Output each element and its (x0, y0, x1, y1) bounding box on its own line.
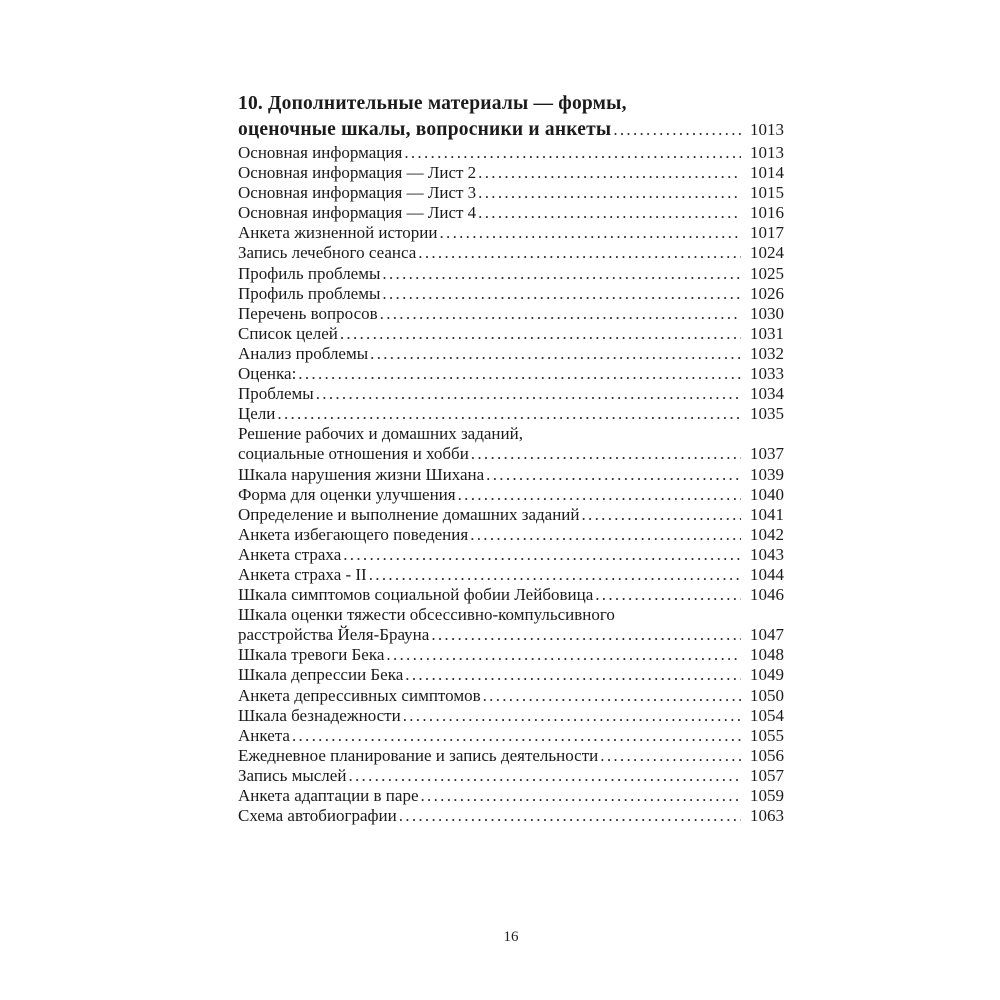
toc-row (238, 766, 784, 786)
toc-entry-page: 1047 (750, 625, 784, 645)
dot-leader (595, 585, 741, 605)
dot-leader (403, 706, 741, 726)
toc-entry-title: Ежедневное планирование и запись деятельности (238, 745, 599, 765)
toc-entry-title: Основная информация — Лист 4 (238, 203, 477, 223)
dot-leader (478, 183, 741, 203)
dot-leader (418, 243, 741, 263)
toc-entry-title: Анкета адаптации в паре (238, 786, 419, 805)
dot-leader (343, 545, 741, 565)
toc-entry-title: Профиль проблемы (238, 263, 381, 283)
dot-leader (478, 163, 741, 183)
toc-entry-page: 1015 (750, 183, 784, 203)
toc-entry-title: Анкета (238, 725, 290, 745)
toc-entry-title: Шкала безнадежности (238, 705, 401, 725)
toc-row (238, 444, 784, 464)
toc-entry-page: 1063 (750, 806, 784, 826)
toc-entry-title: Основная информация (238, 143, 403, 162)
dot-leader (380, 304, 741, 324)
toc-entry-page: 1033 (750, 364, 784, 384)
toc-row (238, 143, 784, 163)
toc-row (238, 203, 784, 223)
toc-entry-page: 1056 (750, 745, 784, 765)
dot-leader (486, 465, 741, 485)
toc-row (238, 505, 784, 525)
toc-entry-page: 1017 (750, 223, 784, 243)
dot-leader (277, 404, 741, 424)
toc-row (238, 384, 784, 404)
dot-leader (369, 565, 741, 585)
dot-leader (478, 203, 741, 223)
toc-row (238, 485, 784, 505)
dot-leader (600, 746, 741, 766)
dot-leader (404, 143, 741, 163)
toc-entry-title: Определение и выполнение домашних заданий (238, 504, 580, 524)
dot-leader (382, 284, 741, 304)
toc-entry-title: Форма для оценки улучшения (238, 484, 456, 504)
toc-row (238, 284, 784, 304)
toc-row (238, 243, 784, 263)
toc-row (238, 304, 784, 324)
dot-leader (292, 726, 741, 746)
toc-row (238, 686, 784, 706)
toc-entry-page: 1026 (750, 283, 784, 303)
toc-row (238, 344, 784, 364)
toc-entry-title: Запись мыслей (238, 765, 347, 785)
toc-entry-title: Цели (238, 404, 276, 424)
toc-row (238, 806, 784, 826)
toc-entry-title: Шкала тревоги Бека (238, 645, 385, 665)
toc-entry-page: 1016 (750, 203, 784, 223)
dot-leader (348, 766, 741, 786)
toc-entry-page: 1039 (750, 464, 784, 484)
toc-entry-title: социальные отношения и хобби (238, 444, 469, 464)
toc-entry-page: 1024 (750, 243, 784, 263)
toc-row (238, 605, 784, 625)
dot-leader (405, 665, 741, 685)
chapter-heading-row (238, 117, 784, 143)
toc-entry-page: 1054 (750, 705, 784, 725)
toc-entry-page: 1059 (750, 786, 784, 805)
toc-entry-page: 1025 (750, 263, 784, 283)
dot-leader (382, 264, 741, 284)
toc-entry-page: 1044 (750, 564, 784, 584)
toc-entry-page: 1041 (750, 504, 784, 524)
toc-row (238, 525, 784, 545)
dot-leader (399, 806, 741, 826)
toc-entry-page: 1043 (750, 544, 784, 564)
chapter-heading-line1: 10. Дополнительные материалы — формы, (238, 93, 627, 114)
toc-entry-page: 1013 (750, 143, 784, 162)
folio-page-number: 16 (503, 929, 519, 945)
toc-entry-title: Шкала нарушения жизни Шихана (238, 464, 485, 484)
dot-leader (431, 625, 741, 645)
dot-leader (421, 786, 742, 806)
dot-leader (613, 117, 741, 143)
toc-row (238, 223, 784, 243)
toc-entry-page: 1049 (750, 665, 784, 685)
toc-row (238, 404, 784, 424)
toc-list (238, 143, 784, 826)
toc-entry-page: 1040 (750, 484, 784, 504)
toc-row (238, 665, 784, 685)
toc-entry-title: Анализ проблемы (238, 343, 369, 363)
toc-entry-title: Схема автобиографии (238, 806, 397, 826)
toc-entry-page: 1013 (750, 120, 784, 139)
dot-leader (470, 525, 741, 545)
toc-row (238, 625, 784, 645)
toc-entry-title: Шкала депрессии Бека (238, 665, 404, 685)
toc-row (238, 183, 784, 203)
dot-leader (439, 223, 741, 243)
toc-entry-title: Шкала симптомов социальной фобии Лейбовица (238, 585, 594, 605)
toc-row (238, 545, 784, 565)
dot-leader (386, 645, 741, 665)
toc-entry-page: 1048 (750, 645, 784, 665)
dot-leader (316, 384, 741, 404)
toc-entry-title: Профиль проблемы (238, 283, 381, 303)
toc-row (238, 645, 784, 665)
toc-entry-page: 1037 (750, 444, 784, 464)
toc-entry-page: 1014 (750, 163, 784, 183)
toc-entry-title: Основная информация — Лист 2 (238, 163, 477, 183)
toc-entry-title: Анкета жизненной истории (238, 223, 438, 243)
dot-leader (582, 505, 742, 525)
toc-row (238, 264, 784, 284)
toc-entry-title: Запись лечебного сеанса (238, 243, 417, 263)
toc-row (238, 565, 784, 585)
toc-entry-title: Список целей (238, 323, 338, 343)
toc-row (238, 746, 784, 766)
toc-entry-title: Анкета избегающего поведения (238, 524, 469, 544)
dot-leader (483, 686, 741, 706)
toc-entry-page: 1032 (750, 343, 784, 363)
toc-entry-title: Анкета депрессивных симптомов (238, 685, 481, 705)
toc-row (238, 324, 784, 344)
toc-row (238, 726, 784, 746)
toc-row (238, 465, 784, 485)
dot-leader (370, 344, 741, 364)
toc-entry-page: 1055 (750, 725, 784, 745)
toc-entry-page: 1031 (750, 323, 784, 343)
toc-entry-title: Анкета страха (238, 544, 342, 564)
dot-leader (298, 364, 741, 384)
toc-entry-page: 1034 (750, 384, 784, 404)
toc-entry-page: 1046 (750, 585, 784, 605)
dot-leader (340, 324, 741, 344)
table-of-contents (238, 91, 784, 826)
toc-row (238, 786, 784, 806)
toc-row (238, 424, 784, 444)
toc-entry-title: Перечень вопросов (238, 303, 378, 323)
toc-entry-title: расстройства Йеля-Брауна (238, 625, 430, 645)
dot-leader (458, 485, 741, 505)
toc-row (238, 163, 784, 183)
toc-entry-title: Анкета страха - II (238, 564, 367, 584)
dot-leader (471, 444, 741, 464)
toc-row (238, 364, 784, 384)
toc-entry-title: Проблемы (238, 384, 314, 404)
toc-row (238, 585, 784, 605)
toc-entry-page: 1050 (750, 685, 784, 705)
toc-entry-title: Оценка: (238, 364, 297, 384)
toc-entry-title: Шкала оценки тяжести обсессивно-компульсивного (238, 605, 615, 625)
toc-entry-page: 1030 (750, 303, 784, 323)
toc-entry-title: Основная информация — Лист 3 (238, 183, 477, 203)
toc-entry-page: 1057 (750, 765, 784, 785)
toc-row (238, 706, 784, 726)
toc-entry-page: 1042 (750, 524, 784, 544)
chapter-heading-line2: оценочные шкалы, вопросники и анкеты (238, 119, 612, 140)
toc-entry-page: 1035 (750, 404, 784, 424)
toc-entry-title: Решение рабочих и домашних заданий, (238, 424, 523, 444)
